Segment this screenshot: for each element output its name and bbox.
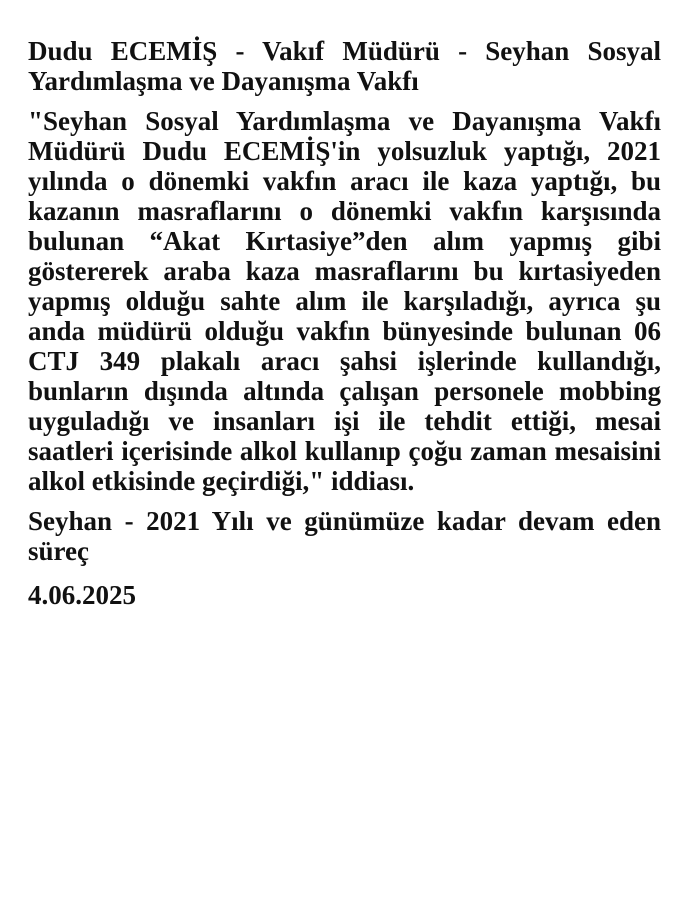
document-heading: Dudu ECEMİŞ - Vakıf Müdürü - Seyhan Sosyal Yardımlaşma ve Dayanışma Vakfı [28, 36, 661, 96]
document-date: 4.06.2025 [28, 580, 136, 610]
process-description: Seyhan - 2021 Yılı ve günümüze kadar devam eden süreç [28, 506, 661, 566]
document-body [28, 36, 661, 610]
allegation-text: "Seyhan Sosyal Yardımlaşma ve Dayanışma Vakfı Müdürü Dudu ECEMİŞ'in yolsuzluk yaptığı, 2021 yılında o dönemki vakfın aracı ile kaza yaptığı, bu kazanın masraflarını o dönemki vakfın karşısında bulunan “Akat Kırtasiye”den alım yapmış gibi göstererek araba kaza masraflarını bu kırtasiyeden yapmış olduğu sahte alım ile karşıladığı, ayrıca şu anda müdürü olduğu vakfın bünyesinde bulunan 06 CTJ 349 plakalı aracı şahsi işlerinde kullandığı, bunların dışında altında çalışan personele mobbing uyguladığı ve insanları işi ile tehdit ettiği, mesai saatleri içerisinde alkol kullanıp çoğu zaman mesaisini alkol etkisinde geçirdiği," iddiası. [28, 106, 661, 496]
